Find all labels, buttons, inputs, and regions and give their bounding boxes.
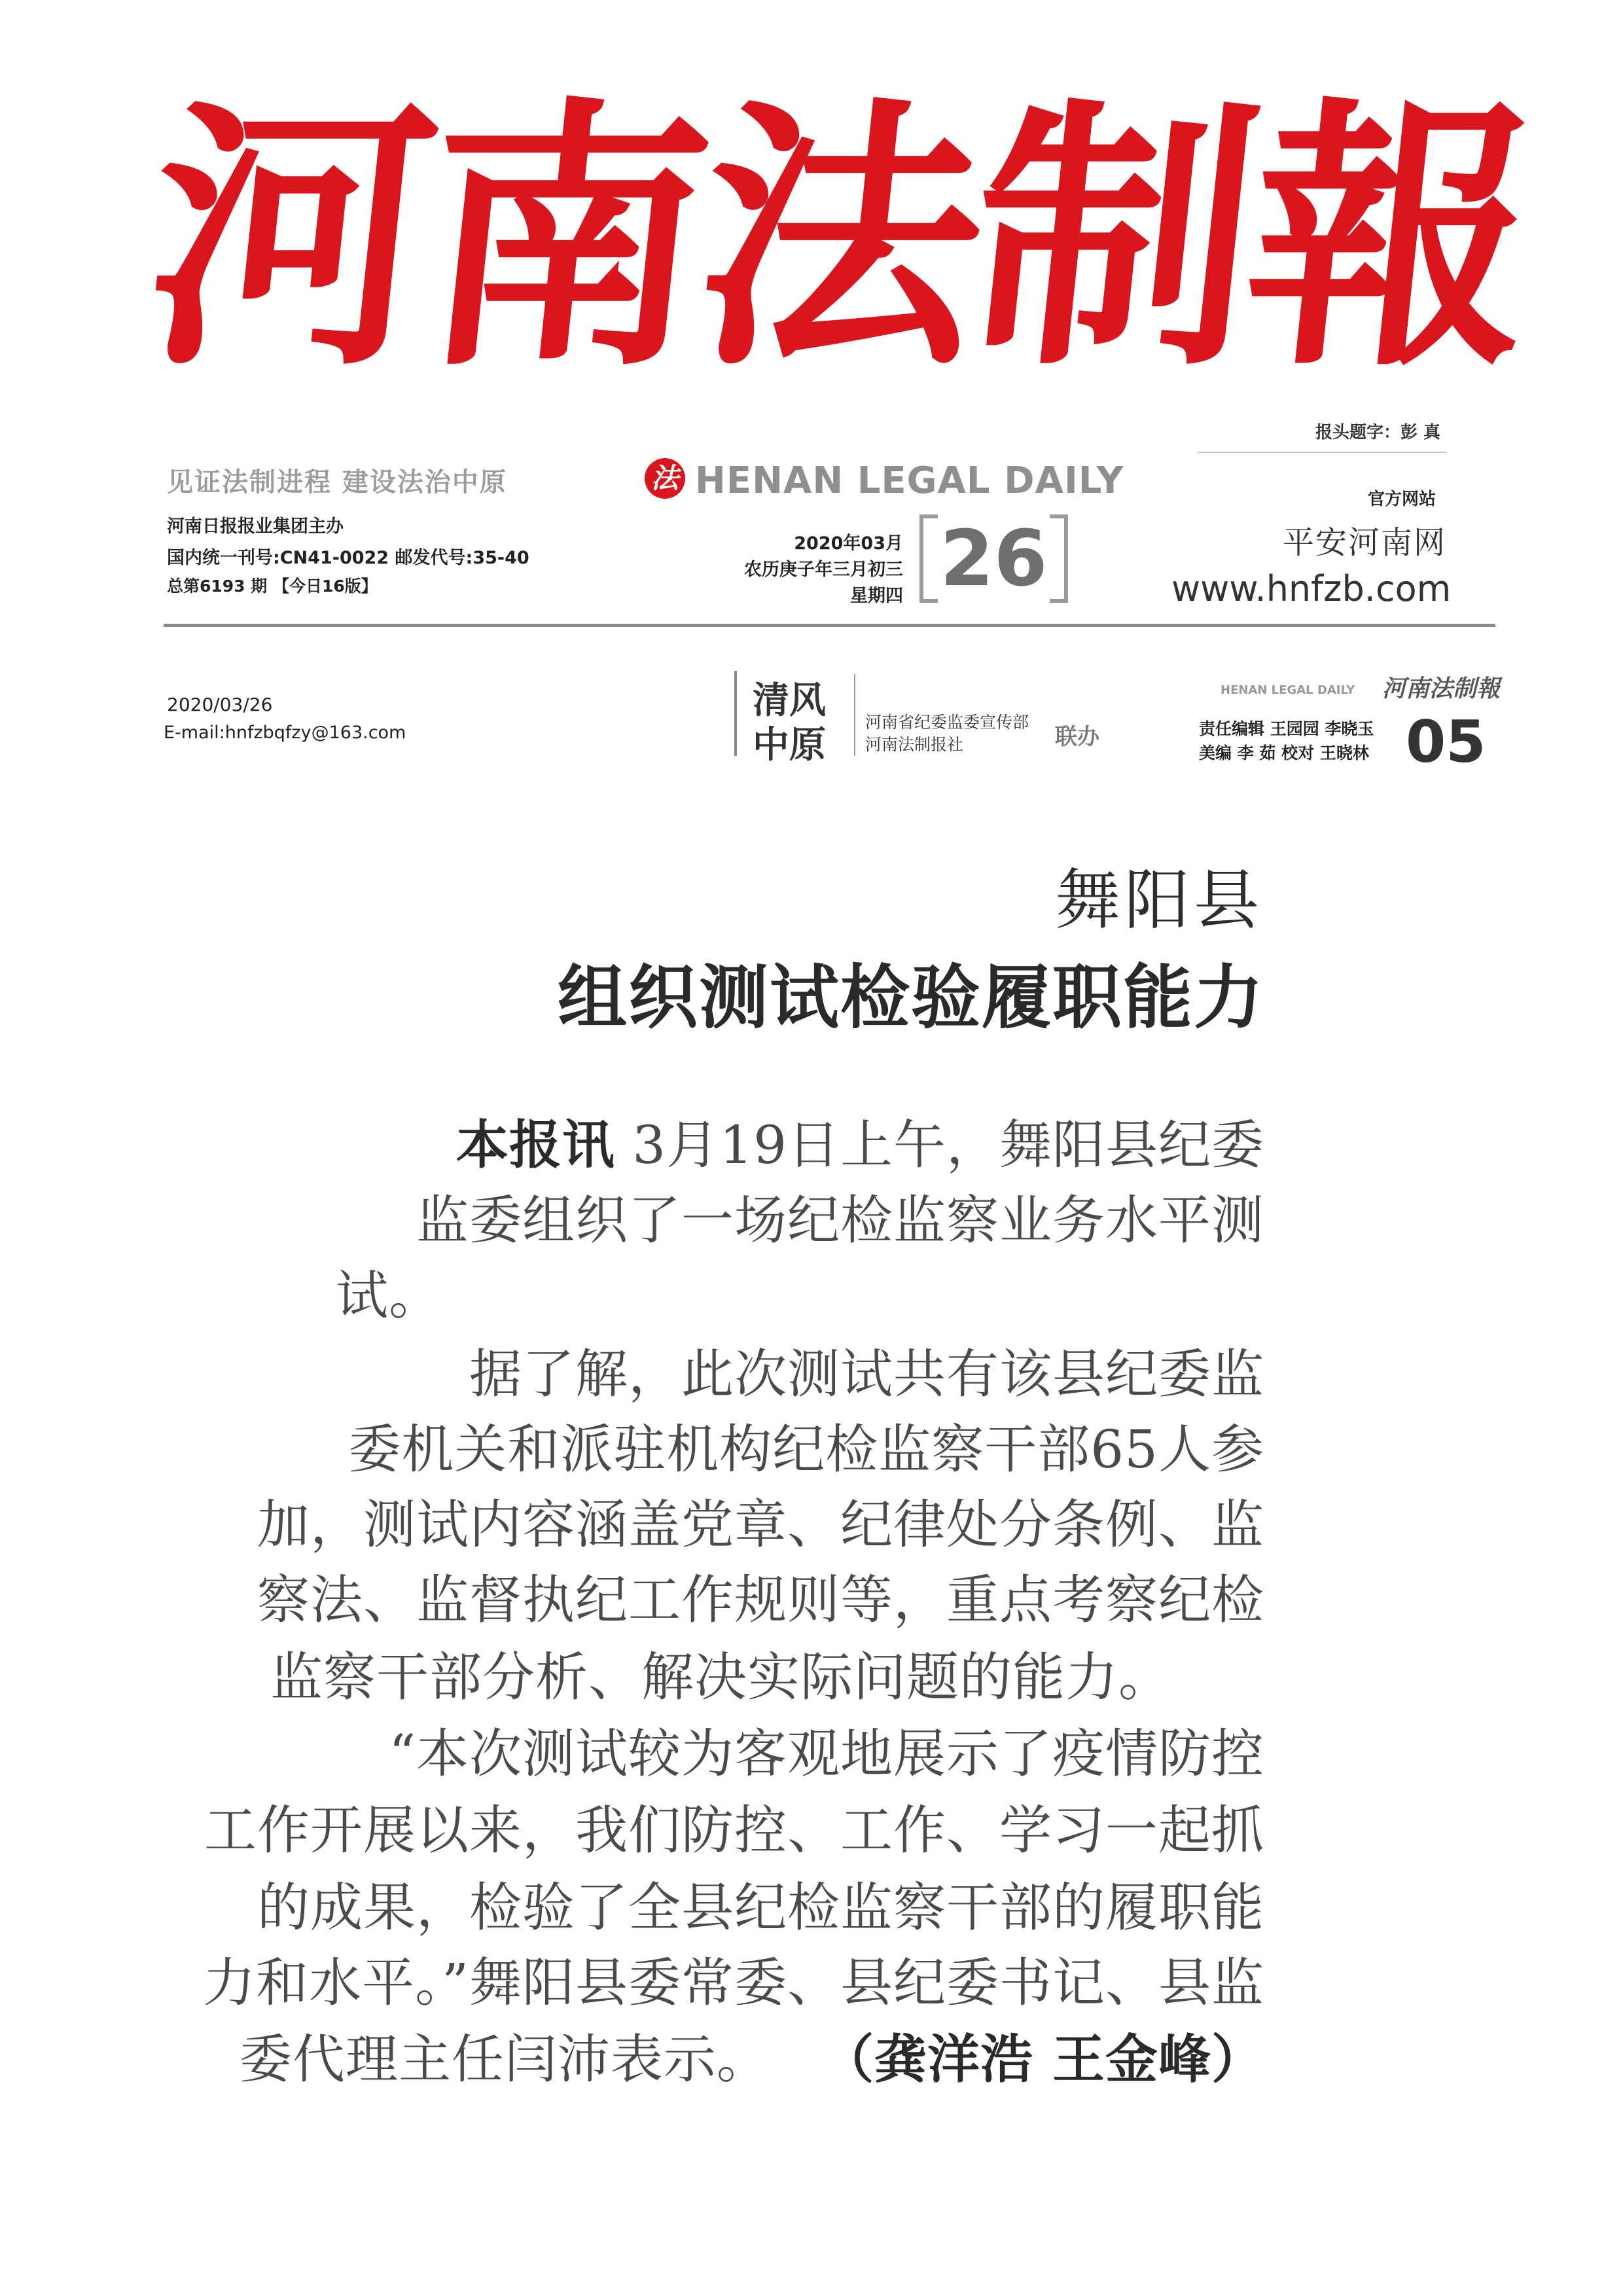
issue-number: 总第6193 期 【今日16版】 xyxy=(167,577,378,596)
organizer-line1: 河南省纪委监委宣传部 xyxy=(865,713,1029,732)
article-line-5: 委机关和派驻机构纪检监察干部65人参 xyxy=(348,1419,1264,1480)
date-year-month: 2020年03月 xyxy=(794,533,903,554)
credit-rule xyxy=(1198,452,1446,453)
article-line-2: 监委组织了一场纪检监察业务水平测 xyxy=(416,1190,1264,1251)
masthead-credit: 报头题字：彭 真 xyxy=(1315,423,1441,442)
page-date: 2020/03/26 xyxy=(167,694,273,715)
article-headline: 组织测试检验履职能力 xyxy=(558,958,1264,1038)
date-lunar: 农历庚子年三月初三 xyxy=(744,560,903,580)
page-number: 05 xyxy=(1406,708,1486,776)
article-line-11: 的成果，检验了全县纪检监察干部的履职能 xyxy=(257,1877,1264,1938)
site-name: 平安河南网 xyxy=(1283,524,1447,561)
page-email[interactable]: E-mail:hnfzbqfzy@163.com xyxy=(164,723,406,743)
publisher: 河南日报报业集团主办 xyxy=(167,516,344,537)
newspaper-logo-icon: 法 xyxy=(645,458,685,499)
column-separator xyxy=(854,674,855,756)
article-kicker: 舞阳县 xyxy=(1055,862,1263,939)
organizer-line2: 河南法制报社 xyxy=(865,735,964,754)
article-line-8: 监察干部分析、解决实际问题的能力。 xyxy=(270,1647,1171,1708)
serial-number: 国内统一刊号:CN41-0022 邮发代号:35-40 xyxy=(167,548,529,568)
small-english-name: HENAN LEGAL DAILY xyxy=(1221,683,1355,697)
date-weekday: 星期四 xyxy=(850,586,903,606)
article-line-13-text: 委代理主任闫沛表示。 xyxy=(239,2029,770,2090)
small-masthead: 河南法制報 xyxy=(1382,675,1501,702)
lead-label: 本报讯 xyxy=(455,1115,615,1175)
article-line-1-text: 3月19日上午，舞阳县纪委 xyxy=(632,1115,1264,1175)
article-line-1 xyxy=(456,1103,1264,1178)
masthead-title: 河南法制報 xyxy=(133,73,1543,404)
joint-label: 联办 xyxy=(1055,724,1099,750)
article-line-9: “本次测试较为客观地展示了疫情防控 xyxy=(389,1723,1264,1784)
article-line-4: 据了解，此次测试共有该县纪委监 xyxy=(469,1344,1264,1405)
column-name-line2: 中原 xyxy=(753,724,826,766)
day-number: 26 xyxy=(940,513,1048,603)
editors-line2: 美编 李 茹 校对 王晓林 xyxy=(1199,744,1369,762)
article-line-6: 加，测试内容涵盖党章、纪律处分条例、监 xyxy=(257,1494,1264,1555)
article-line-3: 试。 xyxy=(336,1265,442,1326)
slogan: 见证法制进程 建设法治中原 xyxy=(167,467,507,497)
column-bar xyxy=(734,671,737,756)
byline: （龚洋浩 王金峰） xyxy=(821,2029,1264,2090)
article-line-12: 力和水平。”舞阳县委常委、县纪委书记、县监 xyxy=(203,1952,1264,2013)
editors-line1: 责任编辑 王园园 李晓玉 xyxy=(1199,719,1374,738)
english-name: HENAN LEGAL DAILY xyxy=(695,459,1124,502)
masthead-divider xyxy=(164,624,1495,627)
site-label: 官方网站 xyxy=(1368,490,1436,509)
article-line-7: 察法、监督执纪工作规则等，重点考察纪检 xyxy=(257,1570,1264,1630)
article-line-13 xyxy=(240,2017,1264,2092)
column-name-line1: 清风 xyxy=(753,679,826,722)
site-url[interactable]: www.hnfzb.com xyxy=(1171,568,1452,609)
article-line-10: 工作开展以来，我们防控、工作、学习一起抓 xyxy=(204,1800,1264,1861)
